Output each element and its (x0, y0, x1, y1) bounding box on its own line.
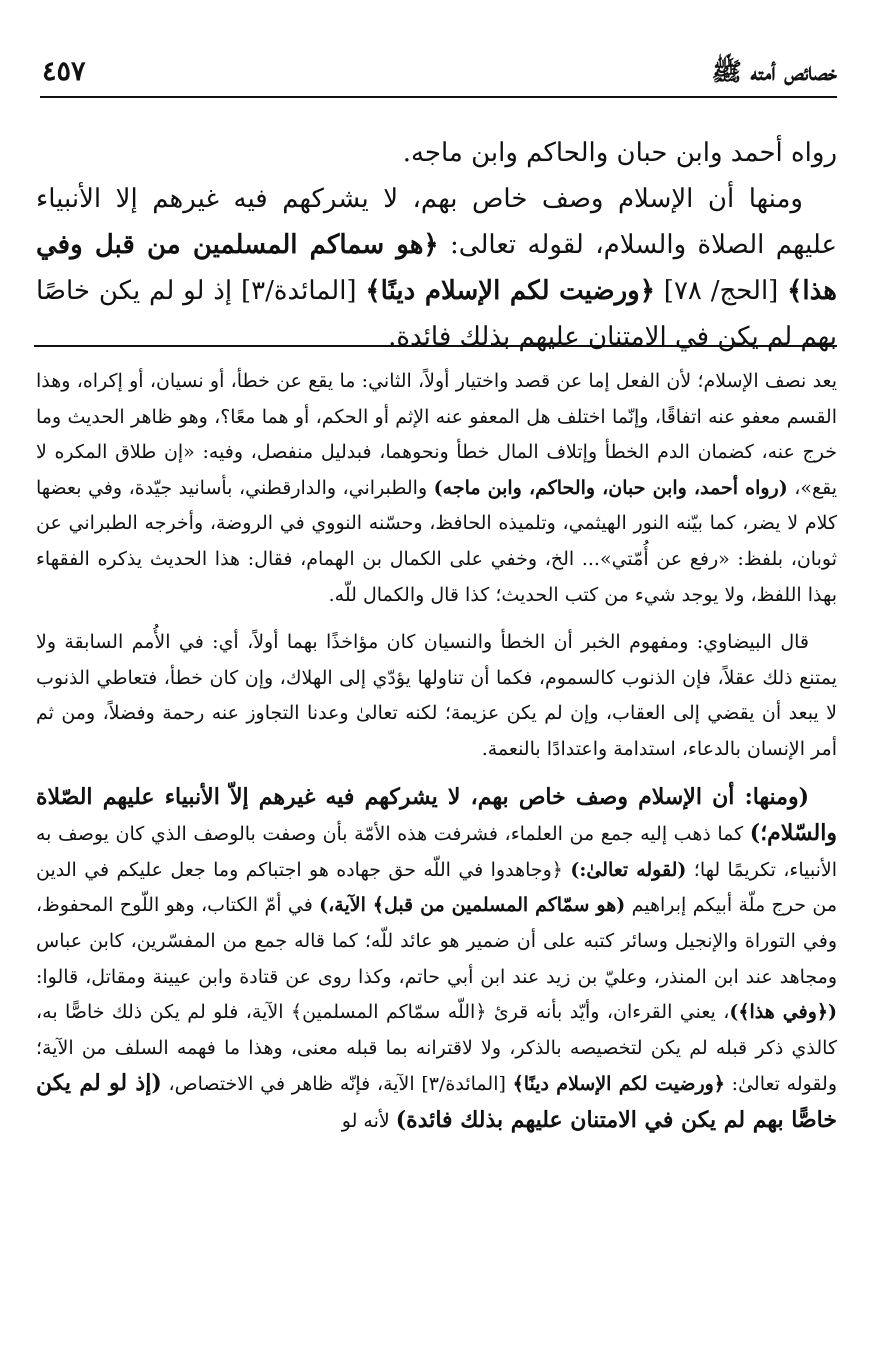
commentary-paragraph-3 (36, 780, 837, 1140)
matn-quote: (﴿وفي هذا﴾) (729, 1001, 837, 1024)
matn-paragraph-2 (36, 176, 837, 360)
verse-reference: [الحج/ ٧٨] (654, 276, 788, 306)
footnote-divider (34, 345, 837, 347)
matn-quote: (لقوله تعالىٰ:) (570, 858, 687, 881)
matn-quote: (رواه أحمد، وابن حبان، والحاكم، وابن ماجه) (433, 476, 788, 499)
commentary-paragraph-1 (36, 364, 837, 613)
matn-quote: (إذ لو لم يكن خاصًّا بهم لم يكن في الامتنان عليهم بذلك فائدة) (36, 1070, 837, 1133)
commentary-paragraph-2: قال البيضاوي: ومفهوم الخبر أن الخطأ والنسيان كان مؤاخذًا بهما أولاً، أي: في الأُمم السابقة ولا يمتنع ذلك عقلاً، فإن الذنوب كالسموم، فكما أن تناولها يؤدّي إلى الهلاك، وإن كان خطأ، فتعاطي الذنوب لا يبعد أن يقضي إلى العقاب، وإن لم يكن عزيمة؛ لكنه تعالىٰ وعدنا التجاوز عنه رحمة وفضلاً، ومن ثم أمر الإنسان بالدعاء، استدامة واعتدادًا بالنعمة. (36, 631, 837, 760)
matn-text: ومنها أن الإسلام وصف خاص بهم، لا يشركهم فيه غيرهم إلا الأنبياء عليهم الصلاة والسلام، لقوله تعالى: (36, 184, 837, 260)
page-header (40, 52, 837, 98)
matn-quote: (ومنها: أن الإسلام وصف خاص بهم، لا يشركهم فيه غيرهم إلاّ الأنبياء عليهم الصّلاة والسّلام؛) (36, 783, 837, 847)
running-title: خصائص أمته ﷺ (711, 57, 837, 86)
commentary-text: كما ذهب إليه جمع من العلماء، فشرفت هذه الأمّة بأن وصفت بالوصف الذي كان يوصف به الأنبياء، تكريمًا لها؛ (36, 823, 838, 881)
page-number: ٤٥٧ (42, 56, 86, 87)
commentary-text (36, 364, 837, 1139)
commentary-text: في أمّ الكتاب، وهو اللّوح المحفوظ، وفي التوراة والإنجيل وسائر كتبه على أن ضمير هو عائد للّه؛ كما قاله جمع من المفسّرين، كابن عباس ومجاهد عند ابن المنذر، وعليّ بن زيد عند ابن أبي حاتم، وكذا روى عن قتادة وابن عيينة ومقاتل، قالوا: (36, 894, 837, 988)
matn-line-1: رواه أحمد وابن حبان والحاكم وابن ماجه. (402, 138, 837, 168)
commentary-text: [المائدة/٣] الآية، فإنّه ظاهر في الاختصاص، (161, 1073, 513, 1096)
commentary-text: يعد نصف الإسلام؛ لأن الفعل إما عن قصد واختيار أولاً، الثاني: ما يقع عن خطأ، أو نسيان، أو إكراه، وهذا القسم معفو عنه اتفاقًا، وإنّما اختلف هل المعفو عنه الإثم أو الحكم، أو هما معًا؟، وهو ظاهر الحديث وما خرج عنه، كضمان الدم الخطأ وإتلاف المال خطأ ونحوهما، فبدليل منفصل، وفيه: «إن طلاق المكره لا يقع»، (36, 370, 838, 499)
commentary-text: لأنه لو (341, 1109, 396, 1132)
quran-verse: ﴿ورضيت لكم الإسلام دينًا﴾ (512, 1073, 725, 1096)
matn-quote: (هو سمّاكم المسلمين من قبل﴾ الآية،) (319, 894, 626, 917)
commentary-text: ﴿وجاهدوا في اللّه حق جهاده هو اجتباكم وما جعل عليكم في الدين من حرج ملّة أبيكم إبراهيم (36, 858, 838, 917)
matn-text: [المائدة/٣] إذ لو لم يكن خاصًا بهم لم يكن في الامتنان عليهم بذلك فائدة. (36, 276, 837, 352)
quran-verse: ﴿ورضيت لكم الإسلام دينًا﴾ (365, 276, 655, 306)
main-text (36, 130, 837, 360)
commentary-text: والطبراني، والدارقطني، بأسانيد جيّدة، وفي بعضها كلام لا يضر، كما بيّنه النور الهيثمي، وتلميذه الحافظ، وحسّنه النووي في الروضة، وأخرجه الطبراني عن ثوبان، بلفظ: «رفع عن أُمّتي»... الخ، وخفي على الكمال بن الهمام، فقال: هذا الحديث يذكره الفقهاء بهذا اللفظ، ولا يوجد شيء من كتب الحديث؛ كذا قال والكمال للّه. (36, 476, 837, 606)
quran-verse: ﴿هو سماكم المسلمين من قبل وفي هذا﴾ (36, 230, 837, 306)
commentary-text: ، يعني القرءان، وأيّد بأنه قرئ ﴿اللّه سمّاكم المسلمين﴾ الآية، فلو لم يكن ذلك خاصًّا به، كالذي ذكر قبله لم يكن لتخصيصه بالذكر، ولا لاقترانه بما قبله معنى، وهذا ما فهمه السلف من الآية؛ ولقوله تعالىٰ: (36, 1001, 838, 1096)
